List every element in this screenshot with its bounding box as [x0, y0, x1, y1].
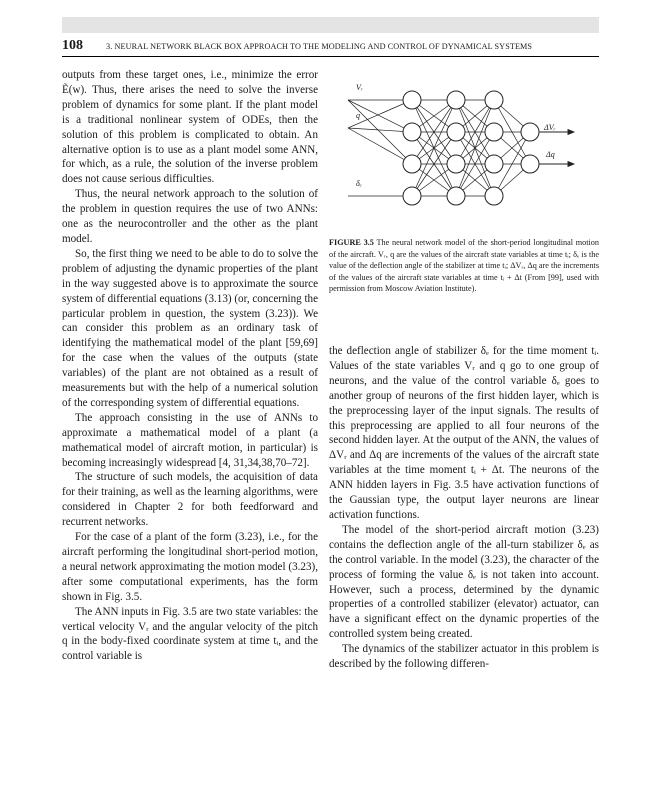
figure-caption-label: FIGURE 3.5 — [329, 238, 374, 247]
neuron-layer3-1 — [485, 123, 503, 141]
neuron-layer3-3 — [485, 187, 503, 205]
input-label-q: q — [356, 111, 360, 120]
neuron-output-0 — [521, 123, 539, 141]
right-paragraph-3: The dynamics of the stabilizer actuator in this problem is described by the following differen- — [329, 643, 599, 671]
left-paragraph-1: outputs from these target ones, i.e., minimize the error Ẽ(w). Thus, there arises the need to solve the inverse problem of dynamics for some plant. If the plant model is a traditional nonlinear system of ODEs, then the solution of this problem is complicated to obtain. An alternative option is to use as a plant model some ANN, for which, as a rule, the solution of the inverse problem does not cause serious difficulties. — [62, 69, 318, 186]
left-paragraph-4: The approach consisting in the use of ANNs to approximate a mathematical model of a plant (a mathematical model of aircraft motion, in particular) is becoming increasingly widespread [4, 31,34,38,70–72]. — [62, 411, 318, 469]
right-paragraph-2: The model of the short-period aircraft motion (3.23) contains the deflection angle of the all-turn stabilizer δₑ as the control variable. In the model (3.23), the character of the process of forming the value δₑ is not taken into account. However, such a process, determined by the dynamic properties of a controlled stabilizer (elevator) actuator, can have a significant effect on the dynamic properties of the controlled system being created. — [329, 523, 599, 641]
output-arrowhead-1 — [568, 162, 574, 167]
figure-caption-text: The neural network model of the short-period longitudinal motion of the aircraft. Vᵣ, q are the values of the aircraft state variables at time tᵢ; δₑ is the value of the deflection angle of the stabilizer at time tᵢ; ΔVᵣ, Δq are the increments of the values of the aircraft state variables at time tᵢ + Δt (From [99], used with permission from Moscow Aviation Institute). — [329, 238, 599, 294]
left-column — [62, 68, 318, 664]
page-number: 108 — [62, 38, 83, 53]
neuron-layer2-2 — [447, 155, 465, 173]
neuron-layer1-1 — [403, 123, 421, 141]
input-label-delta-e: δₑ — [356, 179, 362, 188]
left-paragraph-2: Thus, the neural network approach to the solution of the problem in question requires the use of two ANNs: one as the neurocontroller and the other as the plant model. — [62, 188, 318, 245]
chapter-title: 3. NEURAL NETWORK BLACK BOX APPROACH TO THE MODELING AND CONTROL OF DYNAMICAL SYSTEMS — [106, 42, 533, 51]
neuron-layer2-1 — [447, 123, 465, 141]
top-band — [62, 17, 599, 33]
left-paragraph-5: The structure of such models, the acquisition of data for their training, as well as the learning algorithms, were considered in Chapter 2 for both feedforward and recurrent networks. — [62, 471, 318, 529]
output-arrowhead-0 — [568, 130, 574, 135]
neuron-layer1-3 — [403, 187, 421, 205]
neuron-layer3-0 — [485, 91, 503, 109]
input-label-vz: Vᵣ — [356, 83, 363, 92]
neuron-layer2-3 — [447, 187, 465, 205]
output-label-delta-q: Δq — [546, 150, 555, 159]
figure-caption — [329, 237, 599, 295]
neural-network-figure — [334, 78, 584, 232]
left-paragraph-3: So, the first thing we need to be able to do to solve the problem of adjusting the dynamic properties of the plant in the way suggested above is to approximate the source system of differential equations (3.13) (or, concerning the particular problem in question, the system (3.23)). We can consider this problem as an ordinary task of identifying the mathematical model of the plant [59,69] for the case when the values of the outputs (state variables) of the plant are not obtained as a result of measurements but with the help of a numerical solution of the corresponding system of differential equations. — [62, 247, 318, 409]
left-paragraph-7: The ANN inputs in Fig. 3.5 are two state variables: the vertical velocity Vᵣ and the angular velocity of the pitch q in the body-fixed coordinate system at time tᵢ, and the control variable is — [62, 605, 318, 663]
output-label-delta-vz: ΔVᵣ — [544, 123, 556, 132]
neuron-layer1-0 — [403, 91, 421, 109]
right-paragraph-1: the deflection angle of stabilizer δₑ for the time moment tᵢ. Values of the state variables Vᵣ and q go to one group of neurons, and the value of the control variable δₑ goes to another group of neurons of the first hidden layer, which is the preprocessing layer of the input signals. The results of this preprocessing are applied to all four neurons of the second hidden layer. At the output of the ANN, the values of ΔVᵣ and Δq are increments of the values of the aircraft state variables at the time moment tᵢ + Δt. The neurons of the ANN hidden layers in Fig. 3.5 have activation functions of the Gaussian type, the output layer neurons are linear activation functions. — [329, 345, 599, 521]
left-paragraph-6: For the case of a plant of the form (3.23), i.e., for the aircraft performing the longitudinal short-period motion, a neural network approximating the motion model (3.23), after some computational experiments, has the form shown in Fig. 3.5. — [62, 531, 318, 603]
right-column — [329, 344, 599, 672]
neuron-layer2-0 — [447, 91, 465, 109]
neuron-layer1-2 — [403, 155, 421, 173]
neuron-layer3-2 — [485, 155, 503, 173]
neuron-output-1 — [521, 155, 539, 173]
running-header — [62, 40, 599, 57]
